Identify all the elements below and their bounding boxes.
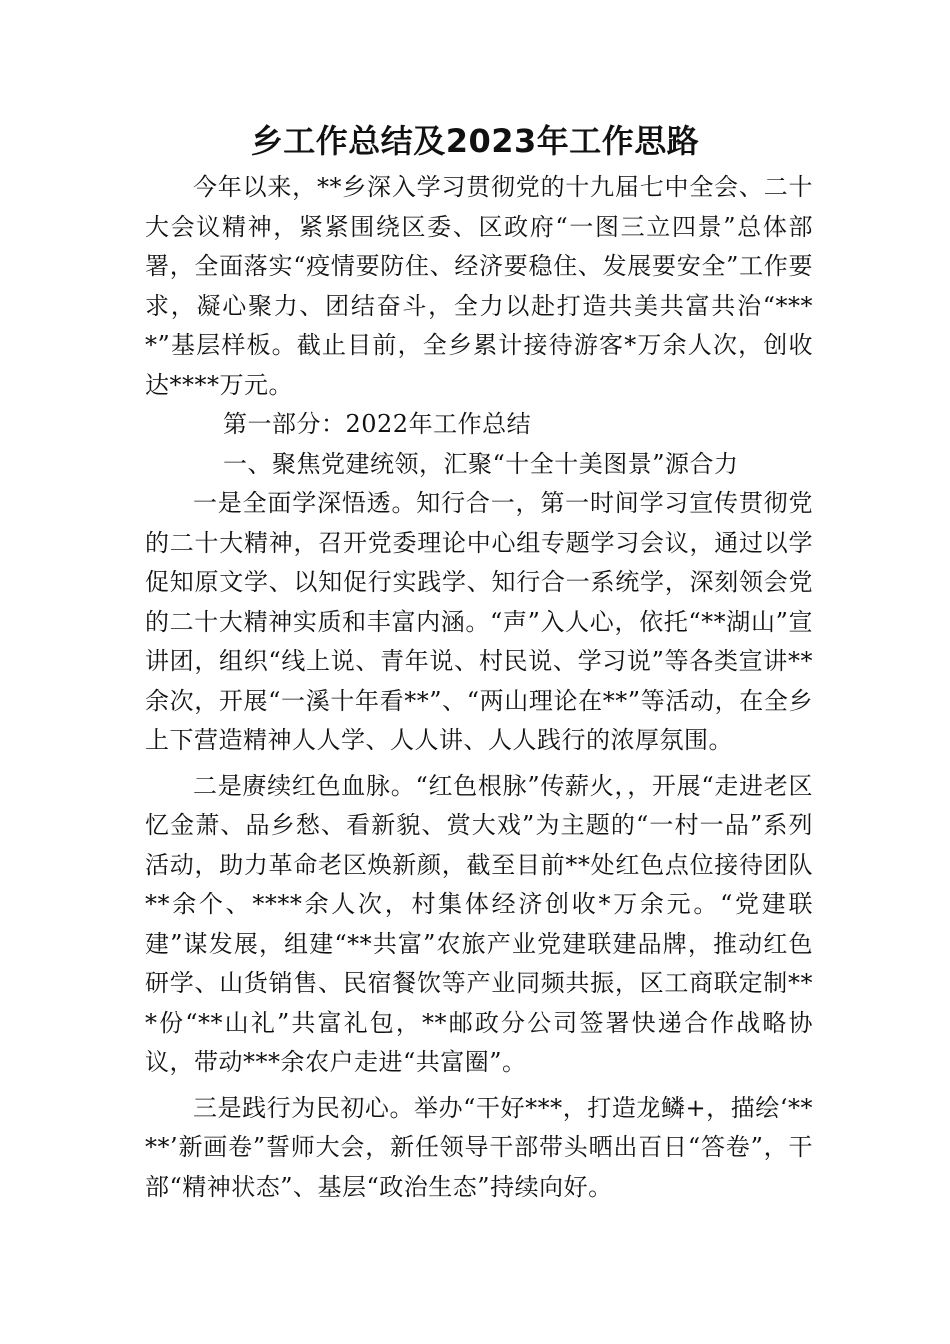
body-paragraph-red-heritage: 二是赓续红色血脉。“红色根脉”传薪火，，开展“走进老区忆金萧、品乡愁、看新貌、赏大戏”为主题的“一村一品”系列活动，助力革命老区焕新颜，截至目前**处红色点位接待团队**余个、****余人次，村集体经济创收*万余元。“党建联建”谋发展，组建“**共富”农旅产业党建联建品牌，推动红色研学、山货销售、民宿餐饮等产业同频共振，区工商联定制***份“**山礼”共富礼包，**邮政分公司签署快递合作战略协议，带动***余农户走进“共富圈”。 (145, 771, 813, 1076)
section-heading: 一、聚焦党建统领，汇聚“十全十美图景”源合力 (223, 449, 739, 478)
body-paragraph-study: 一是全面学深悟透。知行合一，第一时间学习宣传贯彻党的二十大精神，召开党委理论中心组专题学习会议，通过以学促知原文学、以知促行实践学、知行合一系统学，深刻领会党的二十大精神实质和丰富内涵。“声”入人心，依托“**湖山”宣讲团，组织“线上说、青年说、村民说、学习说”等各类宣讲**余次，开展“一溪十年看**”、“两山理论在**”等活动，在全乡上下营造精神人人学、人人讲、人人践行的浓厚氛围。 (145, 489, 813, 754)
part-heading: 第一部分：2022年工作总结 (223, 410, 532, 438)
document-body (145, 168, 813, 1207)
intro-paragraph: 今年以来，**乡深入学习贯彻党的十九届七中全会、二十大会议精神，紧紧围绕区委、区政府“一图三立四景”总体部署，全面落实“疫情要防住、经济要稳住、发展要安全”工作要求，凝心聚力、团结奋斗，全力以赴打造共美共富共治“****”基层样板。截止目前，全乡累计接待游客*万余人次，创收达****万元。 (145, 173, 813, 399)
body-paragraph-people-first: 三是践行为民初心。举办“干好***，打造龙鳞+，描绘‘****’新画卷”誓师大会，新任领导干部带头晒出百日“答卷”，干部“精神状态”、基层“政治生态”持续向好。 (145, 1093, 813, 1201)
document-title: 乡工作总结及2023年工作思路 (250, 122, 700, 160)
